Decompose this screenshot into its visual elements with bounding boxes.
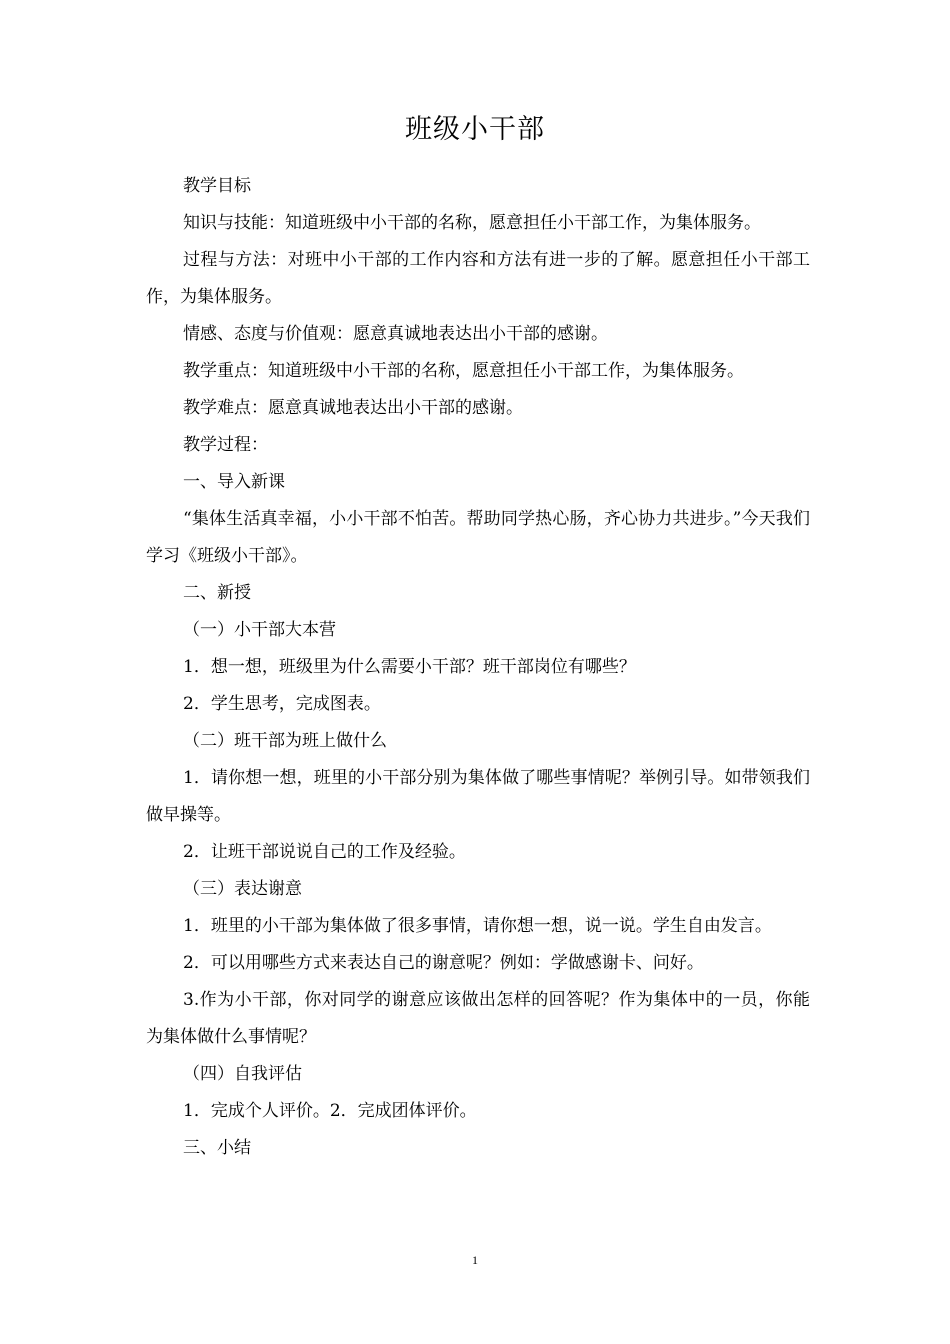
list-item: 2．可以用哪些方式来表达自己的谢意呢？例如：学做感谢卡、问好。 xyxy=(183,953,704,973)
heading-new-lesson: 二、新授 xyxy=(183,583,251,603)
list-item: 2．让班干部说说自己的工作及经验。 xyxy=(183,842,466,862)
subheading-section-4: （四）自我评估 xyxy=(183,1064,302,1084)
list-item: 2．学生思考，完成图表。 xyxy=(183,694,381,714)
heading-introduction: 一、导入新课 xyxy=(183,472,285,492)
paragraph-teaching-goals: 教学目标 xyxy=(183,176,251,196)
paragraph-key-points: 教学重点：知道班级中小干部的名称，愿意担任小干部工作，为集体服务。 xyxy=(183,361,744,381)
paragraph-teaching-process: 教学过程： xyxy=(183,435,268,455)
list-item: 1．班里的小干部为集体做了很多事情，请你想一想，说一说。学生自由发言。 xyxy=(183,916,772,936)
list-item: 1．完成个人评价。2．完成团体评价。 xyxy=(183,1101,477,1121)
list-item: 1．想一想，班级里为什么需要小干部？班干部岗位有哪些？ xyxy=(183,657,636,677)
paragraph-knowledge-skills: 知识与技能：知道班级中小干部的名称，愿意担任小干部工作，为集体服务。 xyxy=(183,213,761,233)
paragraph-process-methods: 过程与方法：对班中小干部的工作内容和方法有进一步的了解。愿意担任小干部工作，为集体服务。 xyxy=(146,250,810,307)
heading-summary: 三、小结 xyxy=(183,1138,251,1158)
list-item: 1．请你想一想，班里的小干部分别为集体做了哪些事情呢？举例引导。如带领我们做早操等。 xyxy=(146,768,810,825)
page-number: 1 xyxy=(472,1253,478,1267)
document-title: 班级小干部 xyxy=(405,114,545,145)
paragraph-difficult-points: 教学难点：愿意真诚地表达出小干部的感谢。 xyxy=(183,398,523,418)
list-item: 3.作为小干部，你对同学的谢意应该做出怎样的回答呢？作为集体中的一员，你能为集体做什么事情呢？ xyxy=(146,990,810,1047)
subheading-section-1: （一）小干部大本营 xyxy=(183,620,336,640)
document-body xyxy=(146,168,810,1167)
subheading-section-2: （二）班干部为班上做什么 xyxy=(183,731,387,751)
subheading-section-3: （三）表达谢意 xyxy=(183,879,302,899)
paragraph-emotion-values: 情感、态度与价值观：愿意真诚地表达出小干部的感谢。 xyxy=(183,324,608,344)
paragraph-intro-quote: “集体生活真幸福，小小干部不怕苦。帮助同学热心肠，齐心协力共进步。”今天我们学习《班级小干部》。 xyxy=(146,509,810,566)
